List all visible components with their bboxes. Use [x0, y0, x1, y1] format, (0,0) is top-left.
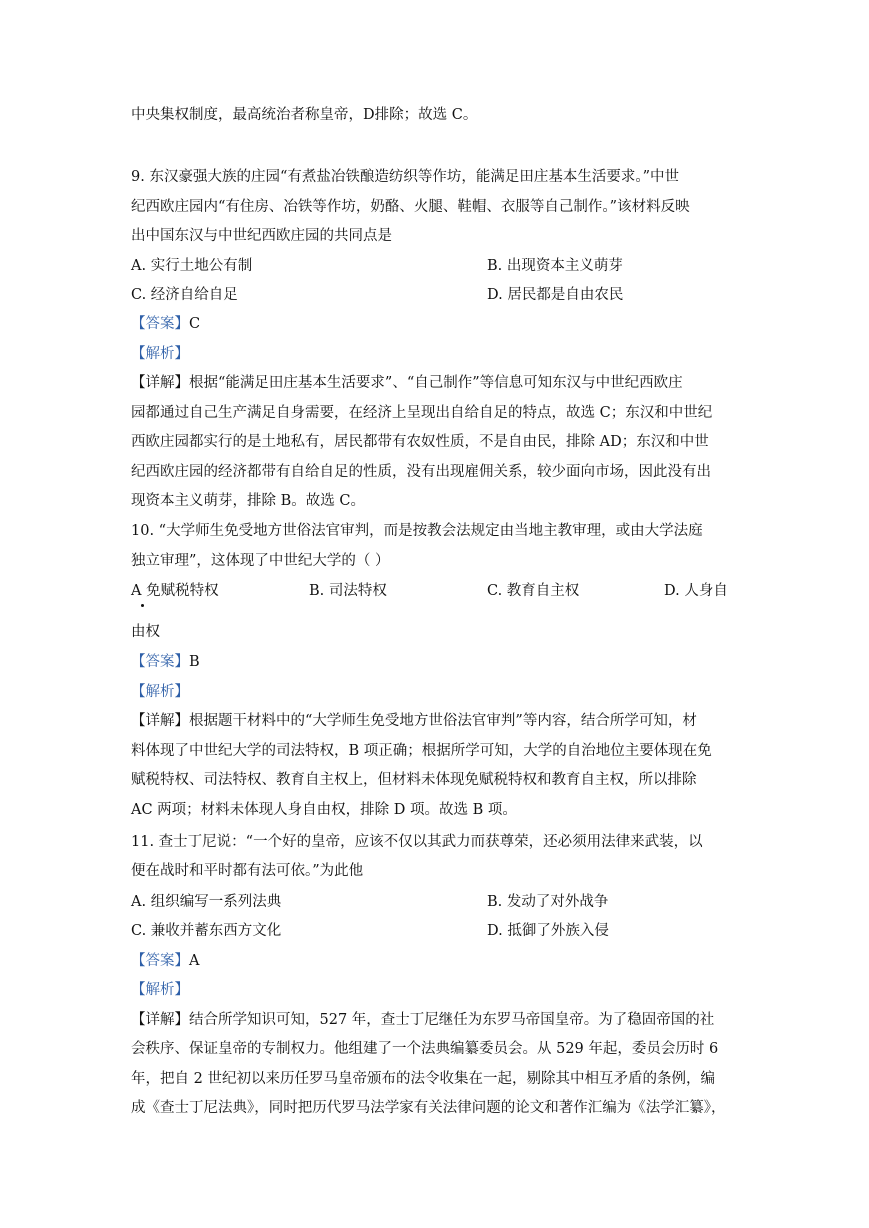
- question-text: 独立审理”，这体现了中世纪大学的（ ）: [131, 553, 390, 569]
- detail-text: 年，把自 2 世纪初以来历任罗马皇帝颁布的法令收集在一起，剔除其中相互矛盾的条例，编: [131, 1071, 715, 1087]
- detail-row: [131, 1011, 714, 1029]
- option-c: C. 经济自给自足: [131, 287, 238, 303]
- answer-value: A: [189, 953, 200, 969]
- detail-label: 【详解】: [131, 1012, 189, 1028]
- question-text: 10. “大学师生免受地方世俗法官审判，而是按教会法规定由当地主教审理，或由大学法庭: [131, 523, 703, 539]
- detail-text: 现资本主义萌芽，排除 B。故选 C。: [131, 493, 365, 509]
- previous-answer-tail: 中央集权制度，最高统治者称皇帝，D排除；故选 C。: [131, 107, 478, 123]
- option-c: C. 教育自主权: [487, 583, 580, 599]
- option-a: A. 实行土地公有制: [131, 258, 253, 274]
- detail-text: 根据题干材料中的“大学师生免受地方世俗法官审判”等内容，结合所学可知，材: [189, 713, 697, 729]
- option-b: B. 出现资本主义萌芽: [487, 258, 623, 274]
- detail-label: 【详解】: [131, 713, 189, 729]
- answer-row: [131, 315, 200, 333]
- detail-text: 料体现了中世纪大学的司法特权，B 项正确；根据所学可知，大学的自治地位主要体现在免: [131, 743, 712, 759]
- option-a: A 免赋税特权: [131, 583, 219, 599]
- question-text: 便在战时和平时都有法可依。”为此他: [131, 863, 364, 879]
- detail-text: 结合所学知识可知，527 年，查士丁尼继任为东罗马帝国皇帝。为了稳固帝国的社: [189, 1012, 715, 1028]
- option-c: C. 兼收并蓄东西方文化: [131, 923, 282, 939]
- detail-text: 根据“能满足田庄基本生活要求”、“自己制作”等信息可知东汉与中世纪西欧庄: [189, 375, 683, 391]
- analysis-label: 【解析】: [131, 684, 189, 700]
- detail-text: 西欧庄园都实行的是土地私有，居民都带有农奴性质，不是自由民，排除 AD；东汉和中世: [131, 434, 709, 450]
- option-d-continued: 由权: [131, 624, 160, 640]
- question-text: 出中国东汉与中世纪西欧庄园的共同点是: [131, 228, 392, 244]
- answer-label: 【答案】: [131, 953, 189, 969]
- analysis-label: 【解析】: [131, 982, 189, 998]
- detail-text: AC 两项；材料未体现人身自由权，排除 D 项。故选 B 项。: [131, 802, 517, 818]
- option-a: A. 组织编写一系列法典: [131, 894, 282, 910]
- option-b: B. 发动了对外战争: [487, 894, 609, 910]
- question-text: 9. 东汉豪强大族的庄园“有煮盐冶铁酿造纺织等作坊，能满足田庄基本生活要求。”中世: [131, 169, 680, 185]
- detail-text: 纪西欧庄园的经济都带有自给自足的性质，没有出现雇佣关系，较少面向市场，因此没有出: [131, 464, 711, 480]
- detail-row: [131, 374, 683, 392]
- analysis-label: 【解析】: [131, 346, 189, 362]
- answer-value: B: [189, 654, 200, 670]
- option-d: D. 抵御了外族入侵: [487, 923, 609, 939]
- answer-row: [131, 653, 200, 671]
- detail-text: 成《查士丁尼法典》，同时把历代罗马法学家有关法律问题的论文和著作汇编为《法学汇纂》，: [131, 1100, 726, 1116]
- detail-text: 会秩序、保证皇帝的专制权力。他组建了一个法典编纂委员会。从 529 年起，委员会历时 6: [131, 1041, 719, 1057]
- option-d: D. 人身自: [664, 583, 728, 599]
- option-b: B. 司法特权: [309, 583, 387, 599]
- answer-row: [131, 952, 199, 970]
- detail-text: 赋税特权、司法特权、教育自主权上，但材料未体现免赋税特权和教育自主权，所以排除: [131, 772, 697, 788]
- answer-value: C: [189, 316, 201, 332]
- answer-label: 【答案】: [131, 316, 189, 332]
- option-d: D. 居民都是自由农民: [487, 287, 624, 303]
- answer-label: 【答案】: [131, 654, 189, 670]
- dot-mark: [141, 604, 144, 607]
- question-text: 11. 查士丁尼说：“一个好的皇帝，应该不仅以其武力而获尊荣，还必须用法律来武装，以: [131, 834, 703, 850]
- detail-row: [131, 712, 697, 730]
- detail-text: 园都通过自己生产满足自身需要，在经济上呈现出自给自足的特点，故选 C；东汉和中世纪: [131, 405, 713, 421]
- detail-label: 【详解】: [131, 375, 189, 391]
- question-text: 纪西欧庄园内“有住房、冶铁等作坊，奶酪、火腿、鞋帽、衣服等自己制作。”该材料反映: [131, 199, 690, 215]
